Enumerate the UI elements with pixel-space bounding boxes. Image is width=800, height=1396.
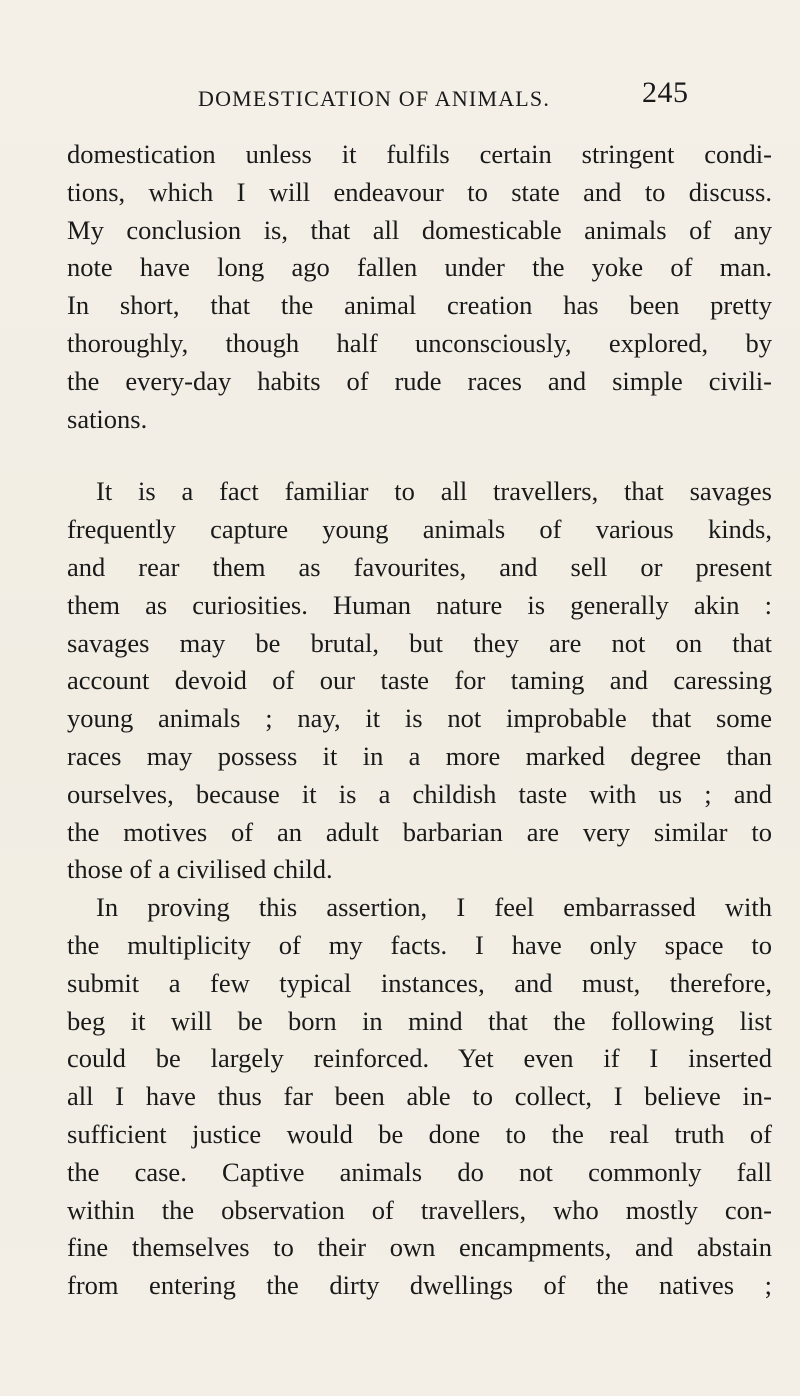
text-line: could be largely reinforced. Yet even if I inserted	[67, 1043, 772, 1074]
paragraph-2	[67, 473, 772, 889]
paragraph-3	[67, 889, 772, 1305]
text-line: those of a civilised child.	[67, 854, 333, 885]
text-line: tions, which I will endeavour to state and to discuss.	[67, 176, 772, 207]
text-line: sations.	[67, 403, 148, 434]
text-line: beg it will be born in mind that the following list	[67, 1005, 772, 1036]
text-line: note have long ago fallen under the yoke of man.	[67, 252, 772, 283]
text-line: the case. Captive animals do not commonly fall	[67, 1156, 772, 1187]
text-line: fine themselves to their own encampments, and abstain	[67, 1232, 772, 1263]
text-line: them as curiosities. Human nature is generally akin :	[67, 589, 772, 620]
text-line: savages may be brutal, but they are not on that	[67, 627, 772, 658]
paragraph-gap	[67, 438, 772, 473]
text-line: races may possess it in a more marked degree than	[67, 740, 772, 771]
text-line: young animals ; nay, it is not improbable that some	[67, 703, 772, 734]
text-line: within the observation of travellers, who mostly con-	[67, 1194, 772, 1225]
page-body	[67, 136, 772, 1305]
text-line: the multiplicity of my facts. I have only space to	[67, 929, 772, 960]
text-line: thoroughly, though half unconsciously, explored, by	[67, 327, 772, 358]
text-line: account devoid of our taste for taming and caressing	[67, 665, 772, 696]
text-line: My conclusion is, that all domesticable animals of any	[67, 214, 772, 245]
text-line: In proving this assertion, I feel embarrassed with	[96, 892, 772, 923]
page-header	[0, 76, 800, 116]
text-line: the motives of an adult barbarian are very similar to	[67, 816, 772, 847]
text-line: from entering the dirty dwellings of the natives ;	[67, 1270, 772, 1301]
text-line: all I have thus far been able to collect, I believe in-	[67, 1081, 772, 1112]
text-line: domestication unless it fulfils certain stringent condi-	[67, 139, 772, 169]
text-line: In short, that the animal creation has been pretty	[67, 290, 772, 321]
text-line: and rear them as favourites, and sell or present	[67, 551, 772, 582]
running-head: DOMESTICATION OF ANIMALS.	[198, 86, 551, 111]
text-line: sufficient justice would be done to the real truth of	[67, 1118, 772, 1149]
text-line: It is a fact familiar to all travellers, that savages	[96, 476, 772, 507]
page-number: 245	[642, 76, 689, 109]
text-line: the every-day habits of rude races and simple civili-	[67, 365, 772, 396]
paragraph-1	[67, 136, 772, 438]
text-line: ourselves, because it is a childish taste with us ; and	[67, 778, 772, 809]
text-line: frequently capture young animals of various kinds,	[67, 514, 772, 545]
text-line: submit a few typical instances, and must, therefore,	[67, 967, 772, 998]
